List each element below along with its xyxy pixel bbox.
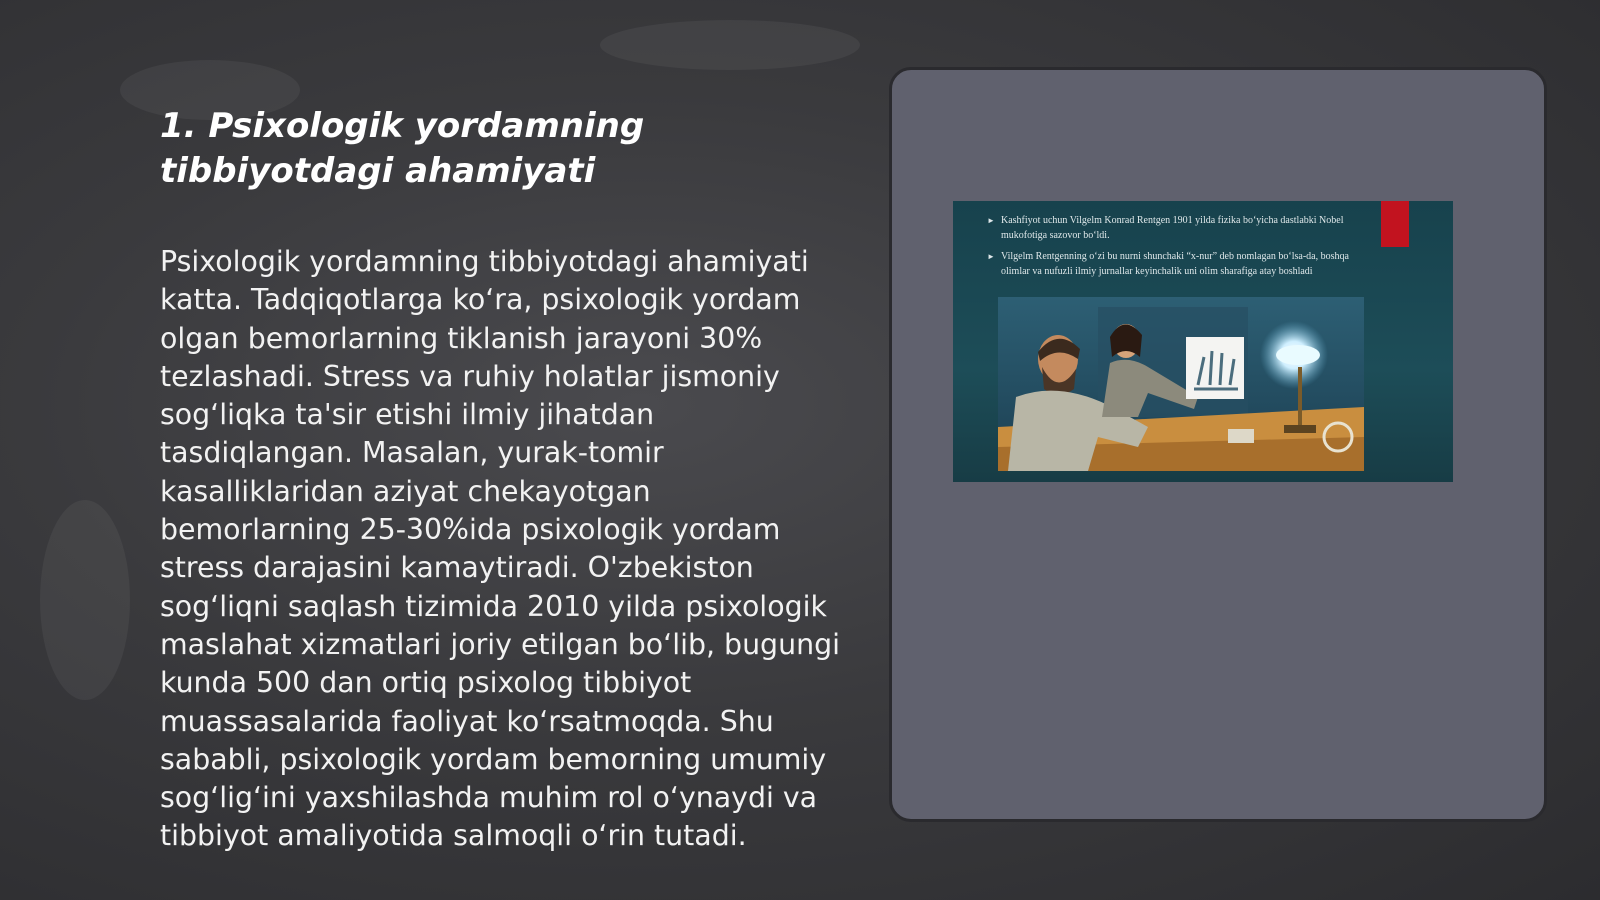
thumbnail-bullet-text: Vilgelm Rentgenning oʻzi bu nurni shunchaki “x-nur” deb nomlagan boʻlsa-da, boshqa olimlar va nufuzli ilmiy jurnallar keyinchalik uni olim sharafiga atay boshladi	[1001, 251, 1349, 277]
slide-thumbnail-image	[953, 201, 1453, 482]
image-panel	[889, 67, 1547, 822]
chalk-smudge	[600, 20, 860, 70]
chalk-smudge	[40, 500, 130, 700]
thumbnail-bullet-text: Kashfiyot uchun Vilgelm Konrad Rentgen 1901 yilda fizika boʻyicha dastlabki Nobel mukofotiga sazovor boʻldi.	[1001, 215, 1344, 241]
bullet-arrow-icon: ►	[987, 216, 995, 225]
thumbnail-bullet	[987, 214, 1361, 243]
thumbnail-bullet	[987, 250, 1361, 279]
slide-title: 1. Psixologik yordamning tibbiyotdagi ahamiyati	[160, 106, 645, 191]
slide-body-text: Psixologik yordamning tibbiyotdagi ahamiyati katta. Tadqiqotlarga koʻra, psixologik yordam olgan bemorlarning tiklanish jarayoni 30% tezlashadi. Stress va ruhiy holatlar jismoniy sogʻliqka ta'sir etishi ilmiy jihatdan tasdiqlangan. Masalan, yurak-tomir kasalliklaridan aziyat chekayotgan bemorlarning 25-30%ida psixologik yordam stress darajasini kamaytiradi. O'zbekiston sogʻliqni saqlash tizimida 2010 yilda psixologik maslahat xizmatlari joriy etilgan boʻlib, bugungi kunda 500 dan ortiq psixolog tibbiyot muassasalarida faoliyat koʻrsatmoqda. Shu sababli, psixologik yordam bemorning umumiy sogʻligʻini yaxshilashda muhim rol oʻynaydi va tibbiyot amaliyotida salmoqli oʻrin tutadi.	[160, 245, 840, 853]
red-accent-tab	[1381, 201, 1409, 247]
roentgen-illustration	[998, 297, 1364, 471]
bullet-arrow-icon: ►	[987, 252, 995, 261]
